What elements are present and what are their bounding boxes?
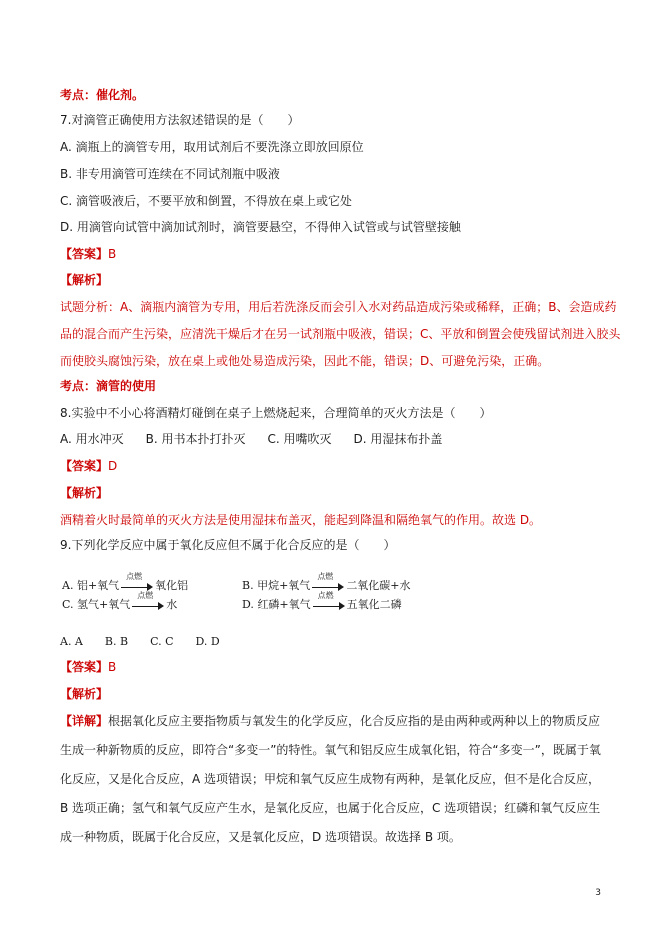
q7-answer-value: B xyxy=(108,247,117,261)
q9-option-a: A. A xyxy=(60,635,83,648)
q9-option-c: C. C xyxy=(150,635,174,648)
q9-stem: 9.下列化学反应中属于氧化反应但不属于化合反应的是（ ） xyxy=(60,538,396,552)
q7-option-b: B. 非专用滴管可连续在不同试剂瓶中吸液 xyxy=(60,167,280,181)
q9-option-b: B. B xyxy=(104,635,129,648)
q9-detail-text: 根据氧化反应主要指物质与氧发生的化学反应，化合反应指的是由两种或两种以上的物质反应生成一种新物质的反应，即符合“多变一”的特性。氧气和铝反应生成氧化铝，符合“多变一”，既属于氧化反应，又是化合反应，A 选项错误；甲烷和氧气反应生成物有两种，是氧化反应，但不是化合反应，B 选项正确；氢气和氧气反应产生水，是氧化反应，也属于化合反应，C 选项错误；红磷和氧气反应生成一种物质，既属于化合反应，又是氧化反应，D 选项错误。故选择 B 项。 xyxy=(60,714,601,844)
q8-answer-label: 【答案】 xyxy=(60,459,109,473)
q8-analysis-label: 【解析】 xyxy=(60,486,109,500)
q9-answer-label: 【答案】 xyxy=(60,660,109,674)
q9-option-d: D. D xyxy=(195,635,220,648)
q7-analysis-line-1: 试题分析：A、滴瓶内滴管为专用，用后若洗涤反而会引入水对药品造成污染或稀释，正确；B、会造成药 xyxy=(60,300,617,314)
q9-detail-label: 【详解】 xyxy=(60,714,109,728)
q7-kaodian: 考点：滴管的使用 xyxy=(60,379,157,393)
q7-stem: 7.对滴管正确使用方法叙述错误的是（ ） xyxy=(60,113,300,127)
q8-answer-value: D xyxy=(108,459,118,473)
q7-option-a: A. 滴瓶上的滴管专用，取用试剂后不要洗涤立即放回原位 xyxy=(60,140,364,154)
q9-reaction-figure xyxy=(62,572,412,615)
q9-reaction-c: C. 氢气+氧气 点燃 水 xyxy=(62,591,178,611)
q9-answer xyxy=(60,659,116,675)
q8-option-a: A. 用水冲灭 xyxy=(60,432,124,446)
q9-reaction-a: A. 铝+氧气 点燃 氧化铝 xyxy=(62,572,189,592)
page-number: 3 xyxy=(595,888,601,898)
q7-answer-label: 【答案】 xyxy=(60,247,109,261)
q8-option-c: C. 用嘴吹灭 xyxy=(267,432,332,446)
q9-reaction-b: B. 甲烷+氧气 点燃 二氧化碳+水 xyxy=(242,572,411,592)
q8-option-d: D. 用湿抹布扑盖 xyxy=(353,432,443,446)
q9-answer-value: B xyxy=(108,660,117,674)
q7-analysis-line-2: 品的混合而产生污染，应清洗干燥后才在另一试剂瓶中吸液，错误；C、平放和倒置会使残留试剂进入胶头 xyxy=(60,327,621,341)
q8-options xyxy=(60,431,464,447)
q7-answer xyxy=(60,246,116,262)
kaodian-catalyst: 考点：催化剂。 xyxy=(60,88,145,102)
q7-analysis-line-3: 而使胶头腐蚀污染，放在桌上或他处易造成污染，因此不能，错误；D、可避免污染，正确。 xyxy=(60,354,550,368)
q9-options xyxy=(60,634,242,650)
q9-reaction-d: D. 红磷+氧气 点燃 五氧化二磷 xyxy=(242,591,402,611)
q8-option-b: B. 用书本扑打扑灭 xyxy=(145,432,246,446)
q7-analysis-label: 【解析】 xyxy=(60,273,109,287)
q9-analysis-label: 【解析】 xyxy=(60,687,109,701)
q8-stem: 8.实验中不小心将酒精灯碰倒在桌子上燃烧起来，合理简单的灭火方法是（ ） xyxy=(60,406,492,420)
q8-answer xyxy=(60,458,117,474)
q7-option-c: C. 滴管吸液后，不要平放和倒置，不得放在桌上或它处 xyxy=(60,194,353,208)
q8-analysis: 酒精着火时最简单的灭火方法是使用湿抹布盖灭，能起到降温和隔绝氧气的作用。故选 D。 xyxy=(60,513,542,527)
q9-detail xyxy=(60,707,605,852)
q7-option-d: D. 用滴管向试管中滴加试剂时，滴管要悬空，不得伸入试管或与试管壁接触 xyxy=(60,220,461,234)
